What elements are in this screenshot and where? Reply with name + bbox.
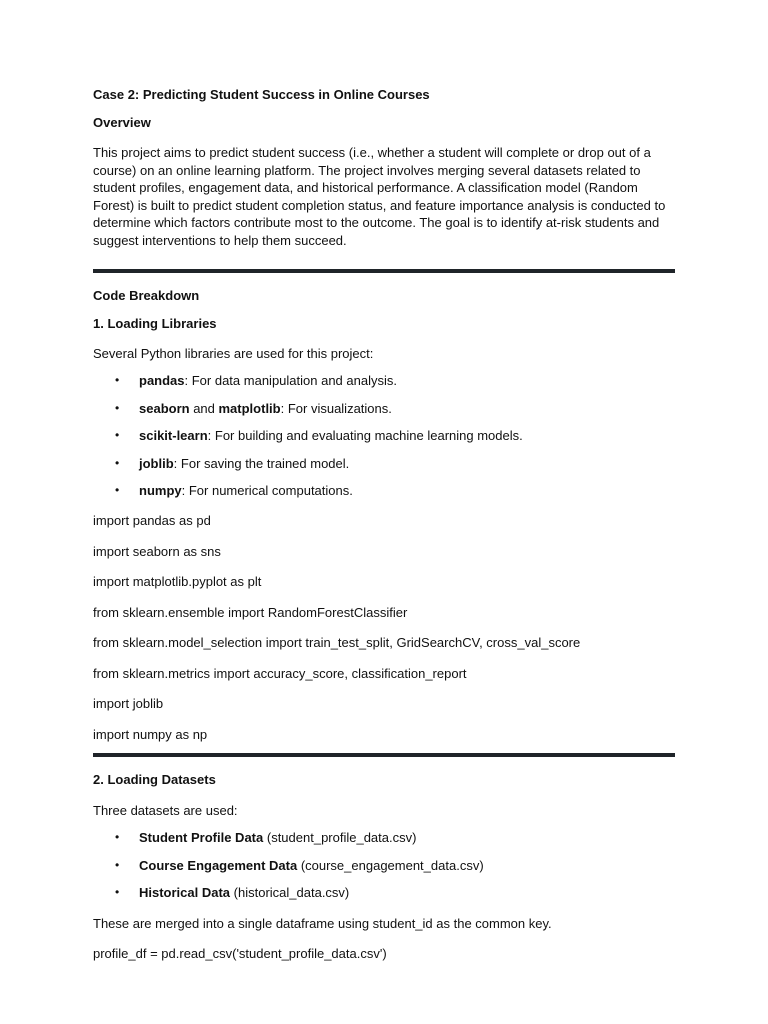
dataset-name: Student Profile Data xyxy=(139,830,264,846)
list-item xyxy=(93,427,675,445)
list-item xyxy=(93,455,675,473)
list-item xyxy=(93,400,675,418)
document-page xyxy=(93,86,675,972)
code-line: from sklearn.metrics import accuracy_score, classification_report xyxy=(93,665,467,681)
code-line: import seaborn as sns xyxy=(93,543,221,559)
overview-heading: Overview xyxy=(93,114,151,130)
overview-paragraph: This project aims to predict student success (i.e., whether a student will complete or drop out of a course) on an online learning platform. The project involves merging several datasets related to student profiles, engagement data, and historical performance. A classification model (Random Forest) is built to predict student completion status, and feature importance analysis is conducted to determine which factors contribute most to the outcome. The goal is to identify at-risk students and suggest interventions to help them succeed. xyxy=(93,145,666,248)
library-name: scikit-learn xyxy=(139,428,208,444)
code-line: from sklearn.model_selection import train_test_split, GridSearchCV, cross_val_score xyxy=(93,635,581,651)
library-desc: : For visualizations. xyxy=(280,400,392,416)
code-line: import matplotlib.pyplot as plt xyxy=(93,574,262,590)
list-item xyxy=(93,482,675,500)
section1-heading: 1. Loading Libraries xyxy=(93,315,217,331)
library-list xyxy=(93,372,675,499)
section2-heading: 2. Loading Datasets xyxy=(93,772,216,788)
dataset-file: (historical_data.csv) xyxy=(230,885,350,901)
library-name: numpy xyxy=(139,482,182,498)
library-desc: : For data manipulation and analysis. xyxy=(184,373,397,389)
library-name: pandas xyxy=(139,373,185,389)
list-item xyxy=(93,829,675,847)
library-conj: and xyxy=(189,400,219,416)
bullet-icon: • xyxy=(115,885,120,900)
code-line: profile_df = pd.read_csv('student_profile_data.csv') xyxy=(93,946,387,962)
code-line: import numpy as np xyxy=(93,726,208,742)
import-code-block xyxy=(93,512,675,743)
dataset-file: (student_profile_data.csv) xyxy=(263,830,417,846)
bullet-icon: • xyxy=(115,857,120,872)
library-desc: : For saving the trained model. xyxy=(173,455,350,471)
section1-intro: Several Python libraries are used for this project: xyxy=(93,346,374,361)
dataset-list xyxy=(93,829,675,901)
bullet-icon: • xyxy=(115,830,120,845)
list-item xyxy=(93,884,675,902)
code-line: from sklearn.ensemble import RandomForestClassifier xyxy=(93,604,408,620)
bullet-icon: • xyxy=(115,482,120,497)
bullet-icon: • xyxy=(115,400,120,415)
library-name: matplotlib xyxy=(218,400,281,416)
document-title: Case 2: Predicting Student Success in Online Courses xyxy=(93,87,430,102)
section-divider xyxy=(93,269,675,273)
section-divider xyxy=(93,753,675,757)
library-name: joblib xyxy=(139,455,174,471)
dataset-file: (course_engagement_data.csv) xyxy=(297,857,484,873)
dataset-name: Course Engagement Data xyxy=(139,857,298,873)
library-name: seaborn xyxy=(139,400,190,416)
section2-intro: Three datasets are used: xyxy=(93,802,238,818)
dataset-name: Historical Data xyxy=(139,885,231,901)
code-line: import joblib xyxy=(93,696,164,712)
code-line: import pandas as pd xyxy=(93,513,211,529)
bullet-icon: • xyxy=(115,428,120,443)
code-breakdown-heading: Code Breakdown xyxy=(93,288,200,303)
list-item xyxy=(93,857,675,875)
bullet-icon: • xyxy=(115,373,120,388)
merge-note: These are merged into a single dataframe using student_id as the common key. xyxy=(93,915,552,931)
list-item xyxy=(93,372,675,390)
bullet-icon: • xyxy=(115,455,120,470)
library-desc: : For numerical computations. xyxy=(181,482,353,498)
library-desc: : For building and evaluating machine learning models. xyxy=(207,428,523,444)
